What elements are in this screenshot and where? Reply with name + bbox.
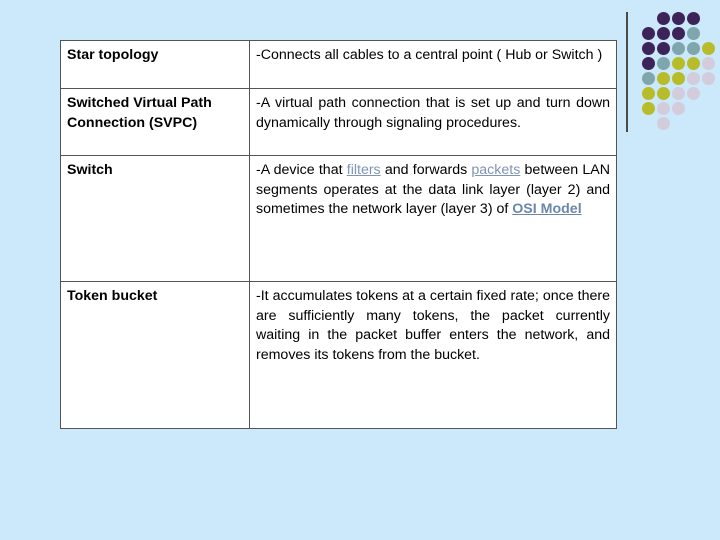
decorative-dot: [657, 87, 670, 100]
definition-cell: -It accumulates tokens at a certain fixed rate; once there are sufficiently many tokens, the packet currently waiting in the packet buffer enters the network, and removes its tokens from the bucket.: [250, 282, 617, 429]
term-star-topology: Star topology: [67, 47, 159, 63]
term-cell: [61, 89, 250, 156]
term-switch: Switch: [67, 162, 113, 178]
definition-cell: -Connects all cables to a central point ( Hub or Switch ): [250, 41, 617, 89]
definition-cell: -A virtual path connection that is set up and turn down dynamically through signaling procedures.: [250, 89, 617, 156]
decorative-dot: [672, 42, 685, 55]
decorative-dot: [657, 72, 670, 85]
term-cell: [61, 41, 250, 89]
decorative-dot: [687, 87, 700, 100]
term-svpc: Switched Virtual Path Connection (SVPC): [67, 95, 212, 131]
decorative-dot: [702, 57, 715, 70]
glossary-table: [60, 40, 617, 429]
decorative-dot: [672, 12, 685, 25]
definition-text: between LAN segments operates at the data link layer (layer 2) and sometimes the network layer (layer 3) of: [256, 162, 610, 217]
decorative-dot: [687, 27, 700, 40]
packets-link[interactable]: packets: [471, 162, 521, 178]
table-row: [61, 282, 617, 429]
decorative-dot: [672, 102, 685, 115]
decorative-dot: [687, 72, 700, 85]
decorative-dot: [687, 42, 700, 55]
decorative-dot: [657, 42, 670, 55]
filters-link[interactable]: filters: [346, 162, 381, 178]
decorative-dot: [657, 117, 670, 130]
table-row: [61, 89, 617, 156]
decorative-dot: [672, 57, 685, 70]
term-cell: [61, 282, 250, 429]
decorative-dot: [657, 102, 670, 115]
decorative-dot: [642, 57, 655, 70]
table-row: [61, 41, 617, 89]
osi-model-link[interactable]: OSI Model: [512, 201, 582, 217]
decorative-dot: [702, 72, 715, 85]
decorative-dot: [687, 57, 700, 70]
decorative-dot: [657, 27, 670, 40]
decorative-dot: [657, 12, 670, 25]
decorative-dot: [687, 12, 700, 25]
decorative-dot: [672, 87, 685, 100]
decorative-dot: [642, 27, 655, 40]
definition-cell: [250, 156, 617, 282]
definition-text: and forwards: [380, 162, 472, 178]
term-cell: [61, 156, 250, 282]
decorative-vertical-line: [626, 12, 628, 132]
decorative-dot: [642, 87, 655, 100]
decorative-dot: [642, 72, 655, 85]
term-token-bucket: Token bucket: [67, 288, 158, 304]
decorative-dot: [657, 57, 670, 70]
decorative-dot: [672, 72, 685, 85]
decorative-dot: [702, 42, 715, 55]
definition-text: -A device that: [256, 162, 347, 178]
table-row: [61, 156, 617, 282]
decorative-dot: [642, 102, 655, 115]
decorative-dot: [642, 42, 655, 55]
decorative-dot: [672, 27, 685, 40]
